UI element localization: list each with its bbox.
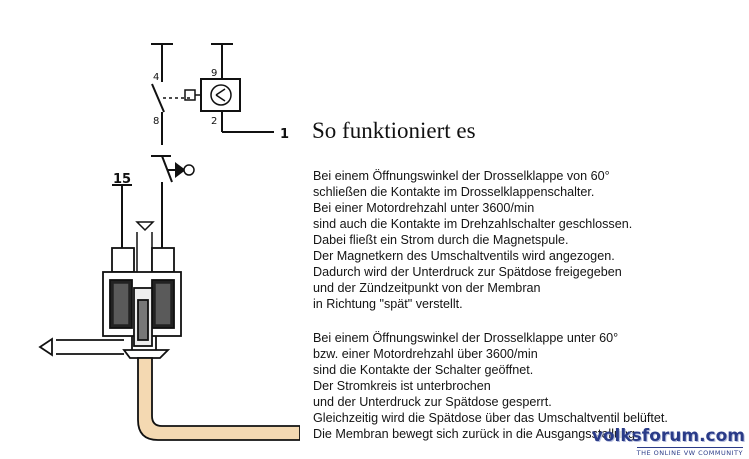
text-line: sind auch die Kontakte im Drehzahlschalter geschlossen.	[313, 217, 633, 231]
site-watermark	[591, 426, 749, 459]
text-line: Bei einem Öffnungswinkel der Drosselklappe von 60°	[313, 169, 610, 183]
terminal-15-wire	[112, 185, 132, 248]
terminal-1-label: 1	[280, 127, 290, 142]
text-line: Bei einer Motordrehzahl unter 3600/min	[313, 201, 535, 215]
vacuum-inlet-arrow	[137, 222, 153, 275]
atmosphere-outlet	[40, 339, 124, 355]
text-line: Dabei fließt ein Strom durch die Magnetspule.	[313, 233, 569, 247]
text-line: Der Magnetkern des Umschaltventils wird angezogen.	[313, 249, 615, 263]
label-8: 8	[153, 116, 160, 127]
label-9: 9	[211, 68, 218, 79]
watermark-logo: volksforum.com	[591, 426, 745, 446]
text-line: und der Unterdruck zur Spätdose gesperrt.	[313, 395, 552, 409]
throttle-switch	[151, 156, 194, 248]
text-line: Der Stromkreis ist unterbrochen	[313, 379, 491, 393]
text-line: Die Membran bewegt sich zurück in die Ausgangsstellung.	[313, 427, 639, 441]
vacuum-pipe	[138, 358, 300, 440]
text-line: schließen die Kontakte im Drosselklappenschalter.	[313, 185, 595, 199]
speed-switch-contacts	[151, 44, 173, 145]
watermark-tagline: THE ONLINE VW COMMUNITY	[636, 449, 743, 457]
schematic-diagram	[0, 0, 300, 459]
text-line: und der Zündzeitpunkt von der Membran	[313, 281, 541, 295]
terminal-15-label: 15	[113, 172, 132, 187]
text-line: bzw. einer Motordrehzahl über 3600/min	[313, 347, 538, 361]
label-4: 4	[153, 72, 160, 83]
page-heading: So funktioniert es	[312, 118, 476, 143]
text-line: Dadurch wird der Unterdruck zur Spätdose freigegeben	[313, 265, 622, 279]
paragraph-closed-state	[313, 168, 632, 312]
text-line: sind die Kontakte der Schalter geöffnet.	[313, 363, 534, 377]
rpm-relay	[185, 44, 274, 132]
text-line: Gleichzeitig wird die Spätdose über das Umschaltventil belüftet.	[313, 411, 668, 425]
text-line: in Richtung "spät" verstellt.	[313, 297, 463, 311]
text-line: Bei einem Öffnungswinkel der Drosselklappe unter 60°	[313, 331, 619, 345]
solenoid-valve	[103, 248, 181, 358]
label-2: 2	[211, 116, 218, 127]
